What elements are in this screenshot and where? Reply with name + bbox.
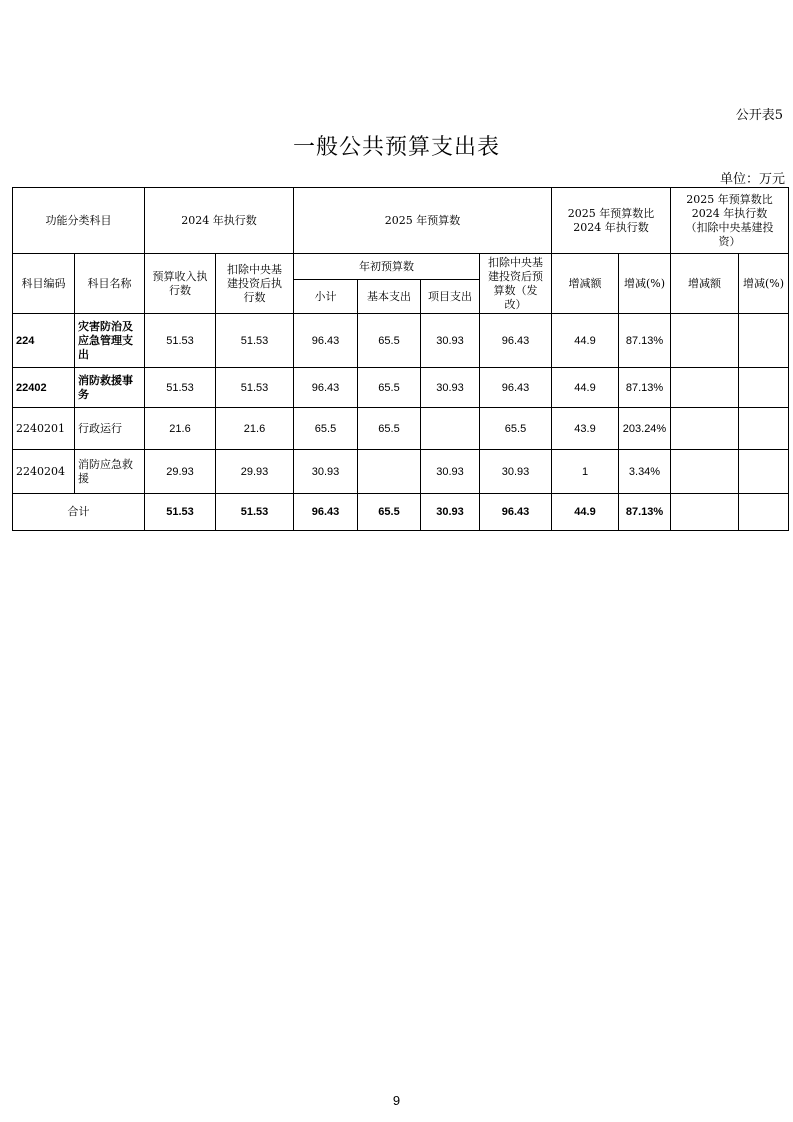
row-name: 行政运行 <box>75 408 145 450</box>
cell: 65.5 <box>294 408 358 450</box>
cell: 30.93 <box>421 450 480 494</box>
cell: 51.53 <box>145 494 216 531</box>
budget-table <box>12 187 789 531</box>
row-name: 消防救援事务 <box>75 368 145 408</box>
row-name: 灾害防治及应急管理支出 <box>75 314 145 368</box>
header-basic: 基本支出 <box>358 280 421 314</box>
cell <box>671 368 739 408</box>
header-project: 项目支出 <box>421 280 480 314</box>
cell: 96.43 <box>480 494 552 531</box>
cell: 30.93 <box>421 494 480 531</box>
header-func: 功能分类科目 <box>13 188 145 254</box>
cell: 51.53 <box>145 314 216 368</box>
total-label: 合计 <box>13 494 145 531</box>
cell <box>739 494 789 531</box>
header-compare-ex: 2025 年预算数比 2024 年执行数 （扣除中央基建投 资） <box>671 188 789 254</box>
cell: 96.43 <box>294 368 358 408</box>
total-row <box>13 494 789 531</box>
cell: 87.13% <box>619 494 671 531</box>
cell: 30.93 <box>480 450 552 494</box>
cell: 29.93 <box>145 450 216 494</box>
cell <box>671 450 739 494</box>
header-row-2 <box>13 254 789 280</box>
row-code: 22402 <box>13 368 75 408</box>
cell: 87.13% <box>619 368 671 408</box>
header-compare: 2025 年预算数比 2024 年执行数 <box>552 188 671 254</box>
cell: 51.53 <box>216 368 294 408</box>
cell: 96.43 <box>294 494 358 531</box>
cell: 65.5 <box>358 494 421 531</box>
cell <box>739 314 789 368</box>
header-pct-1: 增减(%) <box>619 254 671 314</box>
cell: 44.9 <box>552 314 619 368</box>
header-increase-2: 增减额 <box>671 254 739 314</box>
cell: 96.43 <box>294 314 358 368</box>
header-deduct-exec: 扣除中央基 建投资后执 行数 <box>216 254 294 314</box>
cell: 65.5 <box>358 314 421 368</box>
header-deduct-budget: 扣除中央基 建投资后预 算数（发 改） <box>480 254 552 314</box>
cell: 21.6 <box>145 408 216 450</box>
page-title: 一般公共预算支出表 <box>292 135 500 160</box>
cell <box>421 408 480 450</box>
cell <box>671 314 739 368</box>
cell: 30.93 <box>421 368 480 408</box>
header-exec2024: 2024 年执行数 <box>145 188 294 254</box>
header-row-1 <box>13 188 789 254</box>
row-code: 224 <box>13 314 75 368</box>
table-row <box>13 314 789 368</box>
cell: 96.43 <box>480 368 552 408</box>
row-code: 2240204 <box>13 450 75 494</box>
cell: 96.43 <box>480 314 552 368</box>
header-initial: 年初预算数 <box>294 254 480 280</box>
cell: 65.5 <box>358 408 421 450</box>
table-row <box>13 368 789 408</box>
cell: 30.93 <box>421 314 480 368</box>
header-subtotal: 小计 <box>294 280 358 314</box>
cell: 30.93 <box>294 450 358 494</box>
cell: 51.53 <box>216 314 294 368</box>
cell: 51.53 <box>216 494 294 531</box>
header-income-exec: 预算收入执 行数 <box>145 254 216 314</box>
page-number: 9 <box>392 1093 401 1108</box>
header-increase-1: 增减额 <box>552 254 619 314</box>
cell: 65.5 <box>480 408 552 450</box>
table-number: 公开表5 <box>735 108 783 123</box>
cell: 87.13% <box>619 314 671 368</box>
cell <box>671 494 739 531</box>
header-budget2025: 2025 年预算数 <box>294 188 552 254</box>
unit-label: 单位：万元 <box>719 172 785 187</box>
cell <box>739 408 789 450</box>
cell: 21.6 <box>216 408 294 450</box>
cell: 3.34% <box>619 450 671 494</box>
row-code: 2240201 <box>13 408 75 450</box>
cell: 43.9 <box>552 408 619 450</box>
table-row <box>13 408 789 450</box>
header-name: 科目名称 <box>75 254 145 314</box>
cell <box>358 450 421 494</box>
header-pct-2: 增减(%) <box>739 254 789 314</box>
cell: 29.93 <box>216 450 294 494</box>
cell <box>671 408 739 450</box>
row-name: 消防应急救援 <box>75 450 145 494</box>
cell: 44.9 <box>552 368 619 408</box>
cell: 65.5 <box>358 368 421 408</box>
cell <box>739 368 789 408</box>
cell: 203.24% <box>619 408 671 450</box>
cell <box>739 450 789 494</box>
cell: 44.9 <box>552 494 619 531</box>
cell: 1 <box>552 450 619 494</box>
cell: 51.53 <box>145 368 216 408</box>
table-row <box>13 450 789 494</box>
header-code: 科目编码 <box>13 254 75 314</box>
